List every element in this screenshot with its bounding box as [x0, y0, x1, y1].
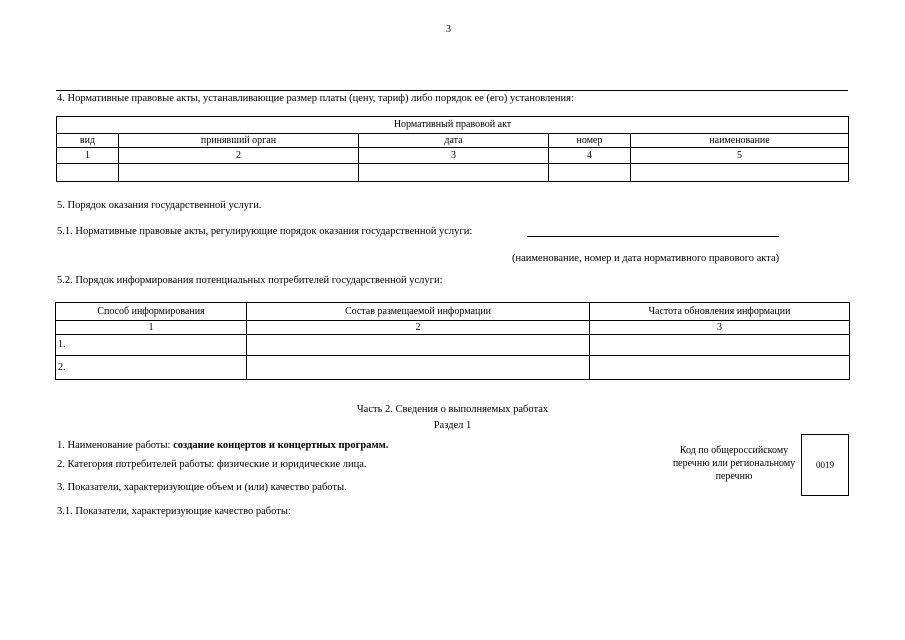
table2-col-frequency: Частота обновления информации	[590, 303, 850, 321]
table1-col-authority: принявший орган	[119, 134, 359, 148]
section4-heading: 4. Нормативные правовые акты, устанавливающие размер платы (цену, тариф) либо порядок ее (его) установления:	[57, 93, 574, 104]
act-caption: (наименование, номер и дата нормативного правового акта)	[512, 253, 780, 264]
part2-item3: 3. Показатели, характеризующие объем и (или) качество работы.	[57, 482, 347, 493]
table2-num-3: 3	[590, 321, 850, 335]
part2-item31: 3.1. Показатели, характеризующие качество работы:	[57, 506, 291, 517]
part2-title: Часть 2. Сведения о выполняемых работах	[356, 404, 549, 415]
table2-empty-cell	[590, 335, 850, 356]
table1-empty-cell	[631, 164, 849, 182]
section5-heading: 5. Порядок оказания государственной услуги.	[57, 200, 262, 211]
code-label: Код по общероссийскому перечню или региональному перечню	[672, 445, 796, 482]
code-box	[801, 434, 849, 496]
page-number: 3	[446, 24, 451, 35]
table2-col-method: Способ информирования	[56, 303, 247, 321]
table1-empty-cell	[359, 164, 549, 182]
table2-empty-cell	[247, 356, 590, 380]
table1-num-2: 2	[119, 148, 359, 164]
table1-col-number: номер	[549, 134, 631, 148]
table1-num-5: 5	[631, 148, 849, 164]
table1-col-name: наименование	[631, 134, 849, 148]
item1-value: создание концертов и концертных программ.	[173, 440, 389, 451]
table2-row-label-1: 1.	[56, 335, 247, 356]
informing-table	[55, 302, 850, 380]
table2-col-content: Состав размещаемой информации	[247, 303, 590, 321]
table1-empty-cell	[57, 164, 119, 182]
table1-empty-cell	[119, 164, 359, 182]
table2-num-1: 1	[56, 321, 247, 335]
table2-num-2: 2	[247, 321, 590, 335]
table2-row-label-2: 2.	[56, 356, 247, 380]
part2-item1	[57, 440, 388, 451]
table1-empty-cell	[549, 164, 631, 182]
item1-label: 1. Наименование работы:	[57, 440, 174, 451]
code-value: 0019	[816, 460, 834, 470]
table1-col-date: дата	[359, 134, 549, 148]
table1-group-header: Нормативный правовой акт	[57, 117, 849, 134]
table1-col-kind: вид	[57, 134, 119, 148]
table1-num-3: 3	[359, 148, 549, 164]
part2-section: Раздел 1	[433, 420, 472, 431]
act-fill-line	[527, 236, 779, 237]
section52-text: 5.2. Порядок информирования потенциальных потребителей государственной услуги:	[57, 275, 443, 286]
table1-num-4: 4	[549, 148, 631, 164]
top-rule	[56, 90, 848, 91]
normative-acts-table	[56, 116, 849, 182]
table2-empty-cell	[247, 335, 590, 356]
section51-text: 5.1. Нормативные правовые акты, регулирующие порядок оказания государственной услуги:	[57, 226, 473, 237]
table2-empty-cell	[590, 356, 850, 380]
part2-item2: 2. Категория потребителей работы: физические и юридические лица.	[57, 459, 367, 470]
table1-num-1: 1	[57, 148, 119, 164]
